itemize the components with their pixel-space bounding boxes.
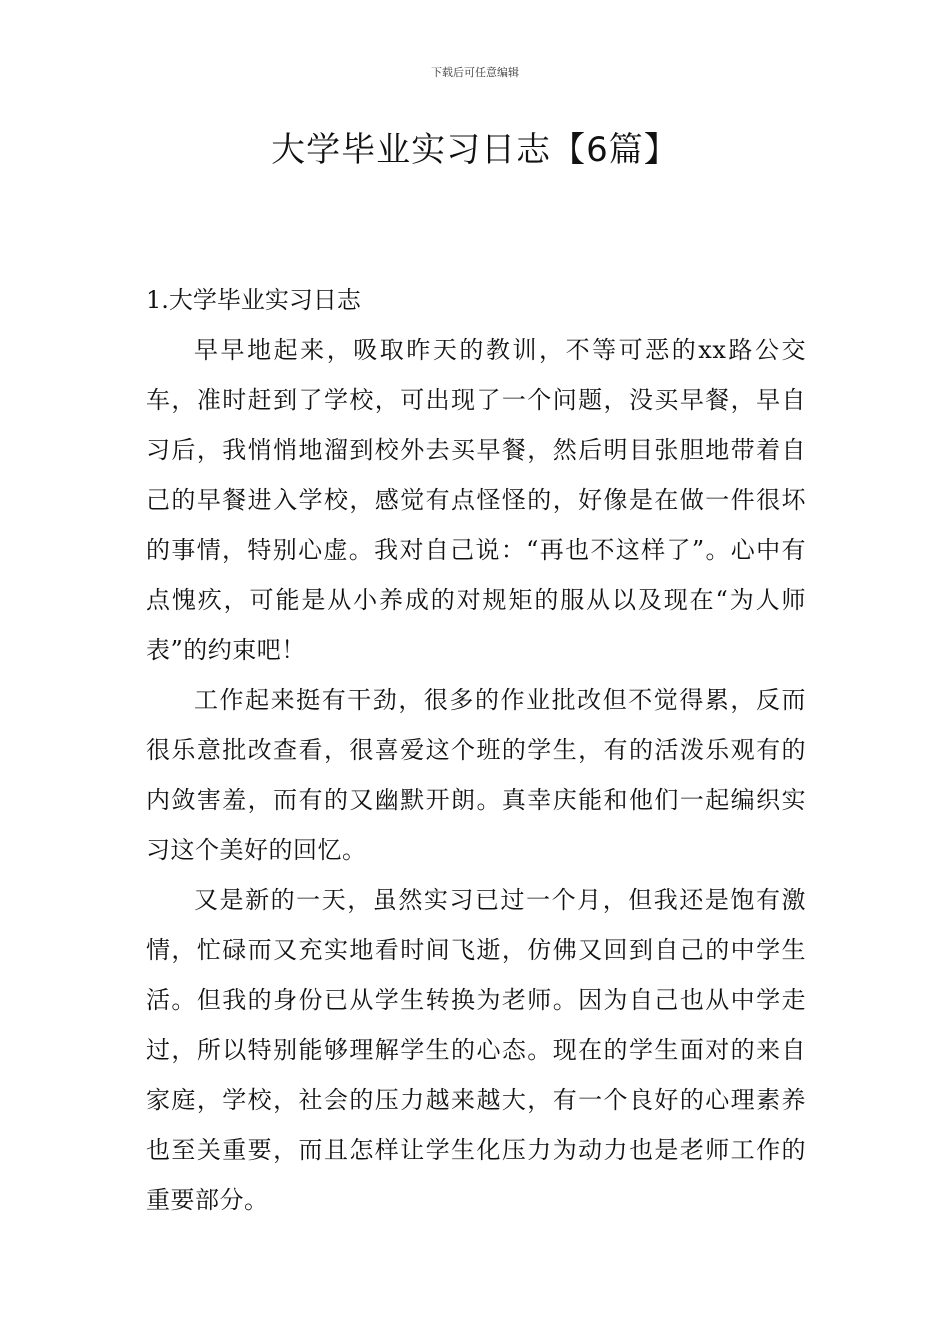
paragraph-2: 工作起来挺有干劲，很多的作业批改但不觉得累，反而很乐意批改查看，很喜爱这个班的学生，有的活泼乐观有的内敛害羞，而有的又幽默开朗。真幸庆能和他们一起编织实习这个美好的回忆。 — [146, 686, 806, 864]
header-note: 下载后可任意编辑 — [431, 66, 519, 79]
document-body — [146, 280, 806, 1225]
section-heading: 1.大学毕业实习日志 — [146, 286, 361, 314]
document-title: 大学毕业实习日志【6篇】 — [271, 130, 679, 170]
paragraph-1: 早早地起来，吸取昨天的教训，不等可恶的xx路公交车，准时赶到了学校，可出现了一个问题，没买早餐，早自习后，我悄悄地溜到校外去买早餐，然后明目张胆地带着自己的早餐进入学校，感觉有点怪怪的，好像是在做一件很坏的事情，特别心虚。我对自己说：“再也不这样了”。心中有点愧疚，可能是从小养成的对规矩的服从以及现在“为人师表”的约束吧！ — [146, 336, 806, 664]
paragraph-3: 又是新的一天，虽然实习已过一个月，但我还是饱有激情，忙碌而又充实地看时间飞逝，仿佛又回到自己的中学生活。但我的身份已从学生转换为老师。因为自己也从中学走过，所以特别能够理解学生的心态。现在的学生面对的来自家庭，学校，社会的压力越来越大，有一个良好的心理素养也至关重要，而且怎样让学生化压力为动力也是老师工作的重要部分。 — [146, 886, 806, 1214]
